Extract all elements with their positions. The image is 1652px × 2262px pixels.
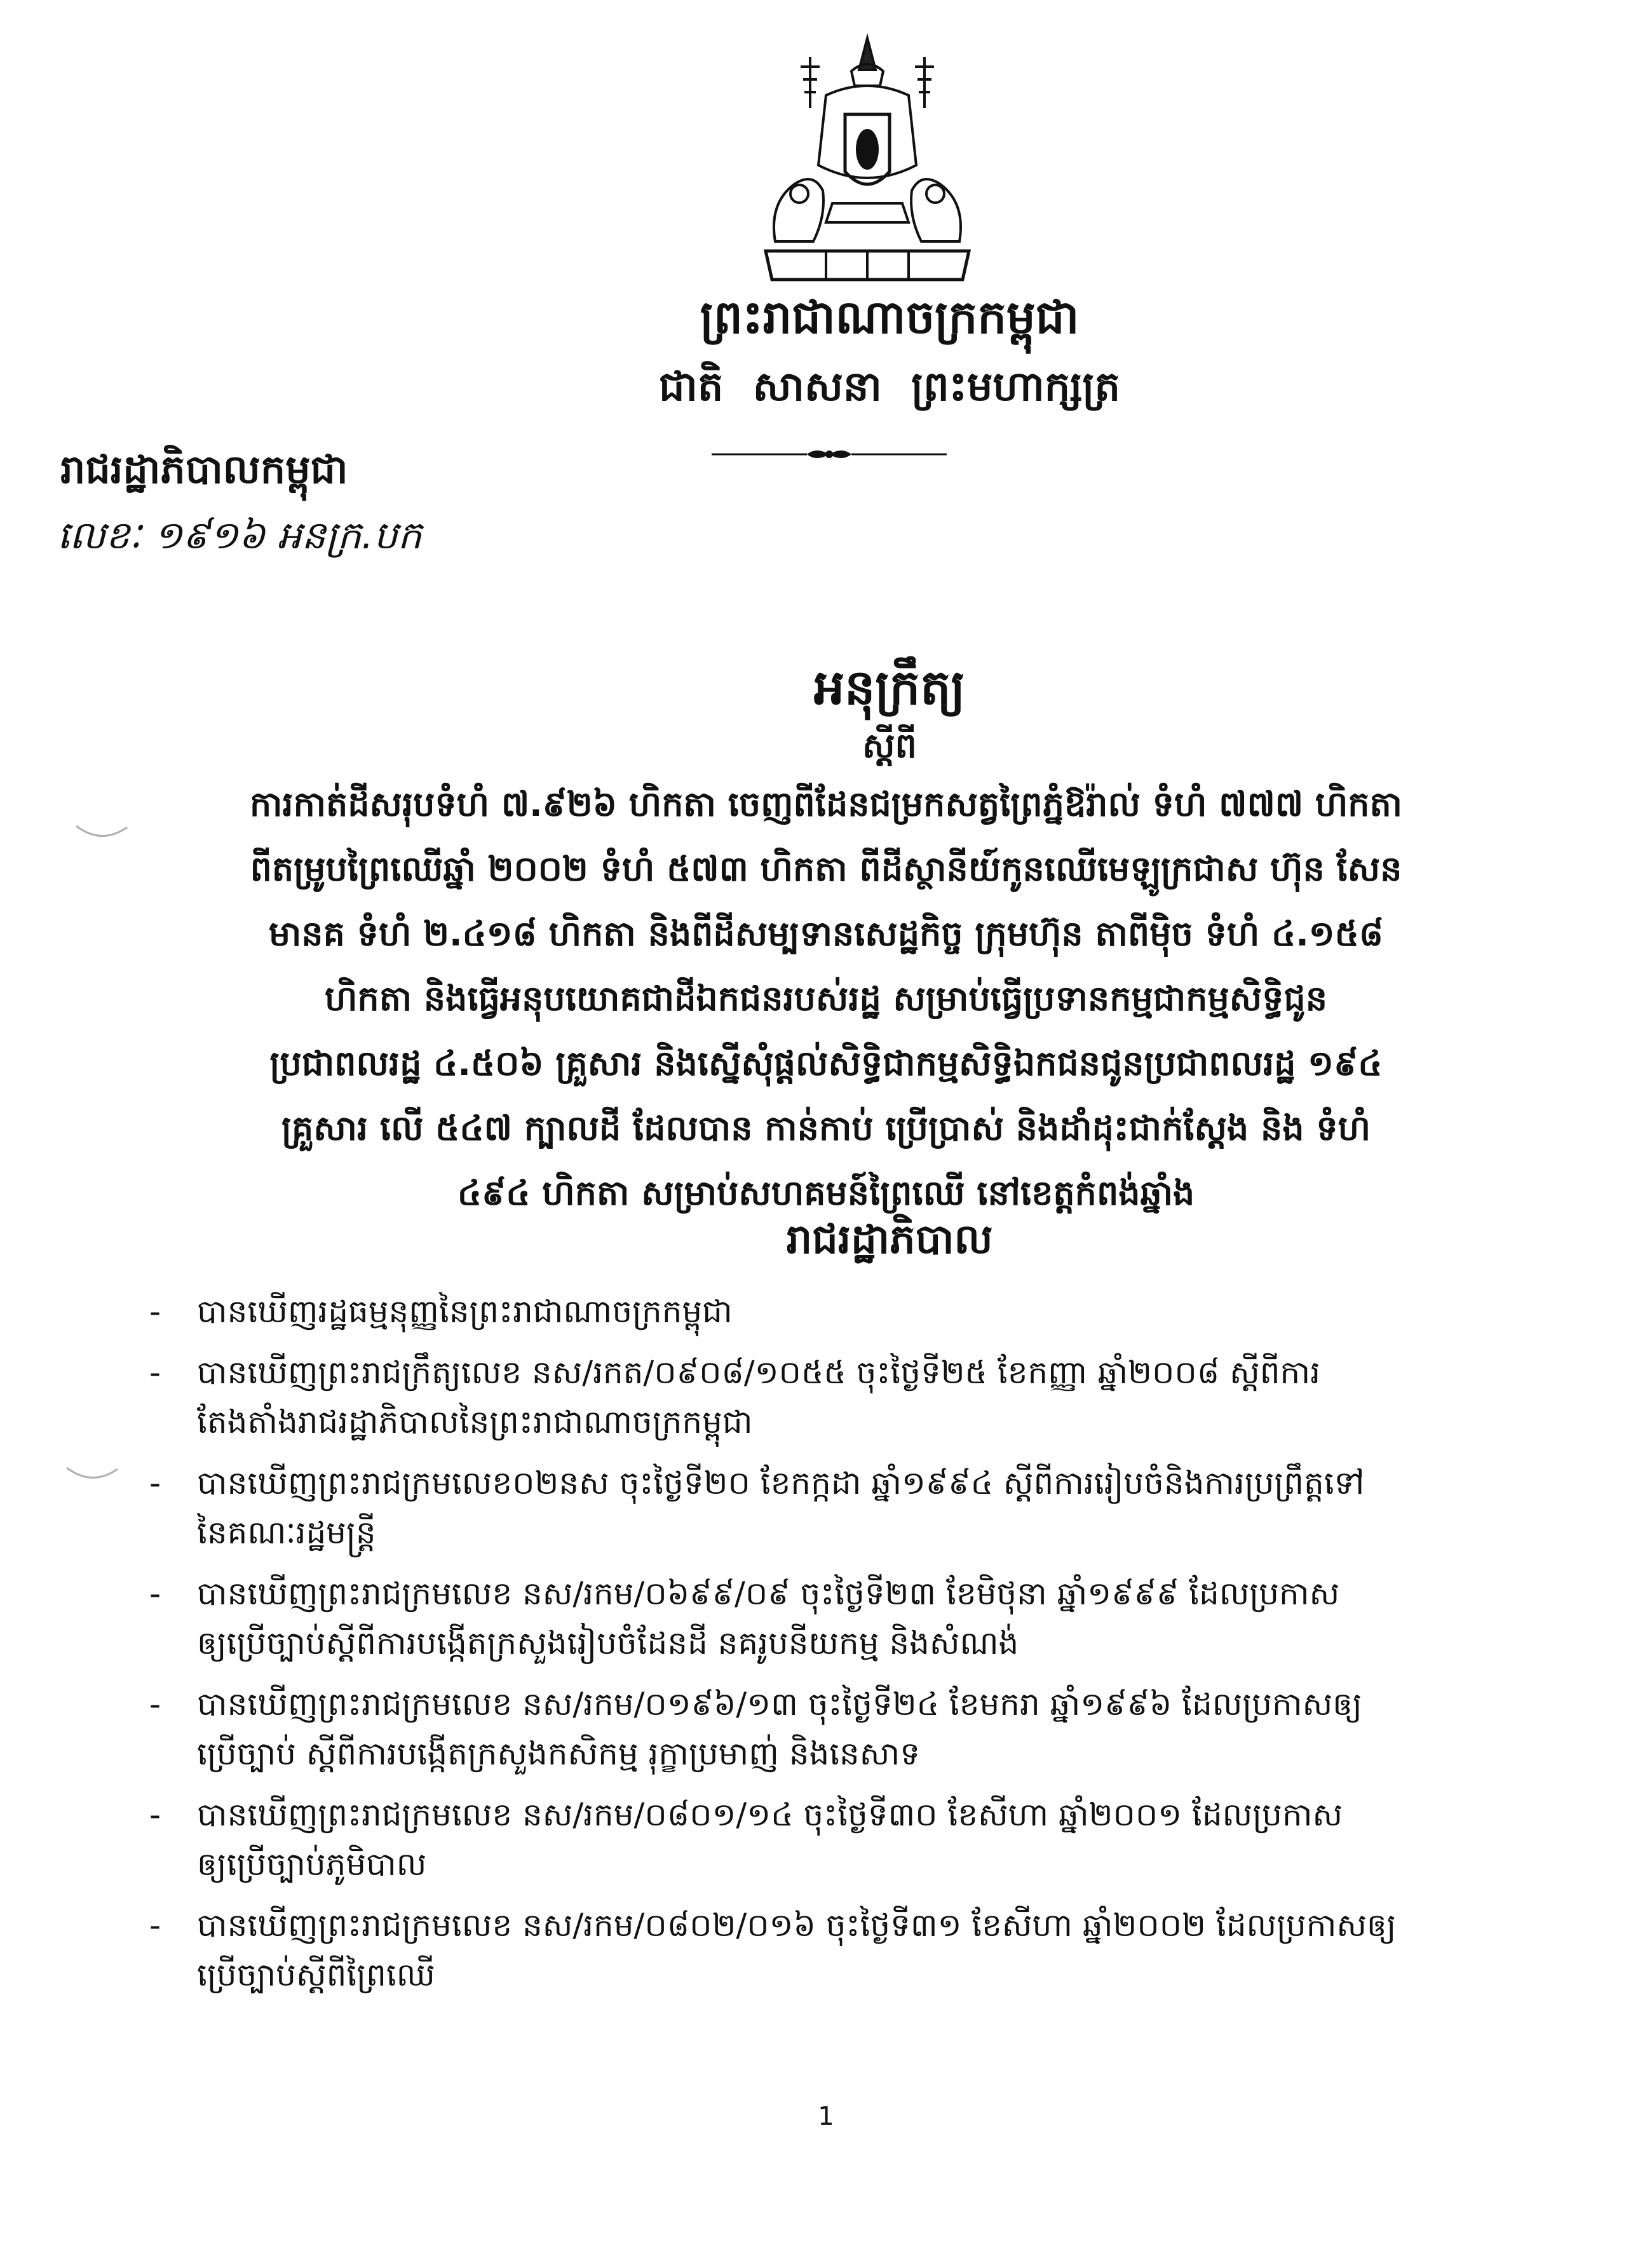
- list-item: [143, 1287, 1554, 1336]
- government-heading: រាជរដ្ឋាភិបាល: [786, 1216, 993, 1263]
- national-motto: ជាតិ សាសនា ព្រះមហាក្សត្រ: [658, 363, 1121, 410]
- document-type-heading: អនុក្រឹត្យ: [813, 659, 966, 715]
- list-item-line: បានឃើញព្រះរាជក្រមលេខ០២នស ចុះថ្ងៃទី២០ ខែកក្កដា ឆ្នាំ១៩៩៤ ស្តីពីការរៀបចំនិងការប្រព្រឹត្តទៅ: [197, 1465, 1365, 1501]
- subject-line: ពីតម្រូបព្រៃឈើឆ្នាំ ២០០២ ទំហំ ៥៧៣ ហិកតា ពីដីស្ថានីយ៍កូនឈើមេឡូក្រជាស ហ៊ុន សែន: [250, 849, 1402, 889]
- scan-mark-icon: [73, 820, 130, 845]
- list-item-line: បានឃើញព្រះរាជក្រមលេខ នស/រកម/០៨០២/០១៦ ចុះថ្ងៃទី៣១ ខែសីហា ឆ្នាំ២០០២ ដែលប្រកាសឲ្យ: [197, 1907, 1397, 1944]
- subject-label: ស្តីពី: [862, 726, 917, 766]
- reference-number: លេខៈ ១៩១៦ អនក្រ.បក: [57, 513, 422, 558]
- list-dash-icon: -: [149, 1907, 161, 1944]
- list-item-line: បានឃើញព្រះរាជក្រមលេខ នស/រកម/០៨០១/១៤ ចុះថ្ងៃទី៣០ ខែសីហា ឆ្នាំ២០០១ ដែលប្រកាស: [197, 1796, 1343, 1833]
- subject-line: ៤៩៤ ហិកតា សម្រាប់សហគមន៍ព្រៃឈើ នៅខេត្តកំពង់ឆ្នាំង: [457, 1173, 1195, 1213]
- list-item: [143, 1900, 1554, 2000]
- list-dash-icon: -: [149, 1354, 161, 1391]
- scan-mark-icon: [64, 1461, 121, 1487]
- list-item: [143, 1790, 1554, 1889]
- issuing-authority: រាជរដ្ឋាភិបាលកម្ពុជា: [60, 446, 348, 492]
- list-item-line: ប្រើច្បាប់ ស្តីពីការបង្កើតក្រសួងកសិកម្ម រុក្ខាប្រមាញ់ និងនេសាទ: [197, 1735, 921, 1772]
- royal-coat-of-arms-icon: [750, 32, 985, 286]
- list-item: [143, 1679, 1554, 1778]
- list-item-line: នៃគណៈរដ្ឋមន្ត្រី: [197, 1514, 376, 1551]
- list-item-line: បានឃើញព្រះរាជក្រមលេខ នស/រកម/០១៩៦/១៣ ចុះថ្ងៃទី២៤ ខែមករា ឆ្នាំ១៩៩៦ ដែលប្រកាសឲ្យ: [197, 1686, 1362, 1723]
- list-item-line: បានឃើញរដ្ឋធម្មនុញ្ញនៃព្រះរាជាណាចក្រកម្ពុជា: [197, 1293, 733, 1330]
- list-item-line: តែងតាំងរាជរដ្ឋាភិបាលនៃព្រះរាជាណាចក្រកម្ពុជា: [197, 1404, 753, 1440]
- list-dash-icon: -: [149, 1796, 161, 1833]
- list-dash-icon: -: [149, 1465, 161, 1501]
- ornament-divider-icon: [712, 445, 947, 464]
- list-item: [143, 1348, 1554, 1447]
- subject-line: គ្រួសារ លើ ៥៤៧ ក្បាលដី ដែលបាន កាន់កាប់ ប្រើប្រាស់ និងដាំដុះជាក់ស្តែង និង ទំហំ: [281, 1108, 1371, 1148]
- kingdom-name: ព្រះរាជាណាចក្រកម្ពុជា: [700, 290, 1080, 344]
- list-dash-icon: -: [149, 1686, 161, 1723]
- list-item: [143, 1458, 1554, 1557]
- list-item-line: ឲ្យប្រើច្បាប់ស្តីពីការបង្កើតក្រសួងរៀបចំដែនដី នគរូបនីយកម្ម និងសំណង់: [197, 1625, 1019, 1662]
- subject-line: ប្រជាពលរដ្ឋ ៤.៥០៦ គ្រួសារ និងស្នើសុំផ្តល់សិទ្ធិជាកម្មសិទ្ធិឯកជនជូនប្រជាពលរដ្ឋ ១៩៤: [269, 1043, 1383, 1083]
- list-item-line: បានឃើញព្រះរាជក្រមលេខ នស/រកម/០៦៩៩/០៩ ចុះថ្ងៃទី២៣ ខែមិថុនា ឆ្នាំ១៩៩៩ ដែលប្រកាស: [197, 1575, 1340, 1612]
- considerations-list: [143, 1287, 1554, 2011]
- list-item-line: ប្រើច្បាប់ស្តីពីព្រៃឈើ: [197, 1956, 435, 1993]
- list-item-line: ឲ្យប្រើច្បាប់ភូមិបាល: [197, 1846, 427, 1883]
- subject-line: មានគ ទំហំ ២.៤១៨ ហិកតា និងពីដីសម្បទានសេដ្ឋកិច្ច ក្រុមហ៊ុន តាពីម៉ិច ទំហំ ៤.១៥៨: [268, 914, 1384, 954]
- subject-line: ការកាត់ដីសរុបទំហំ ៧.៩២៦ ហិកតា ចេញពីដែនជម្រកសត្វព្រៃភ្នំឱរ៉ាល់ ទំហំ ៧៧៧ ហិកតា: [250, 784, 1402, 824]
- subject-line: ហិកតា និងធ្វើអនុបយោគជាដីឯកជនរបស់រដ្ឋ សម្រាប់ធ្វើប្រទានកម្មជាកម្មសិទ្ធិជូន: [325, 979, 1327, 1019]
- list-dash-icon: -: [149, 1293, 161, 1330]
- subject-block: [133, 772, 1519, 1226]
- page-number: 1: [818, 2102, 834, 2131]
- list-item: [143, 1569, 1554, 1668]
- list-item-line: បានឃើញព្រះរាជក្រឹត្យលេខ នស/រកត/០៩០៨/១០៥៥ ចុះថ្ងៃទី២៥ ខែកញ្ញា ឆ្នាំ២០០៨ ស្តីពីការ: [197, 1354, 1320, 1391]
- list-dash-icon: -: [149, 1575, 161, 1612]
